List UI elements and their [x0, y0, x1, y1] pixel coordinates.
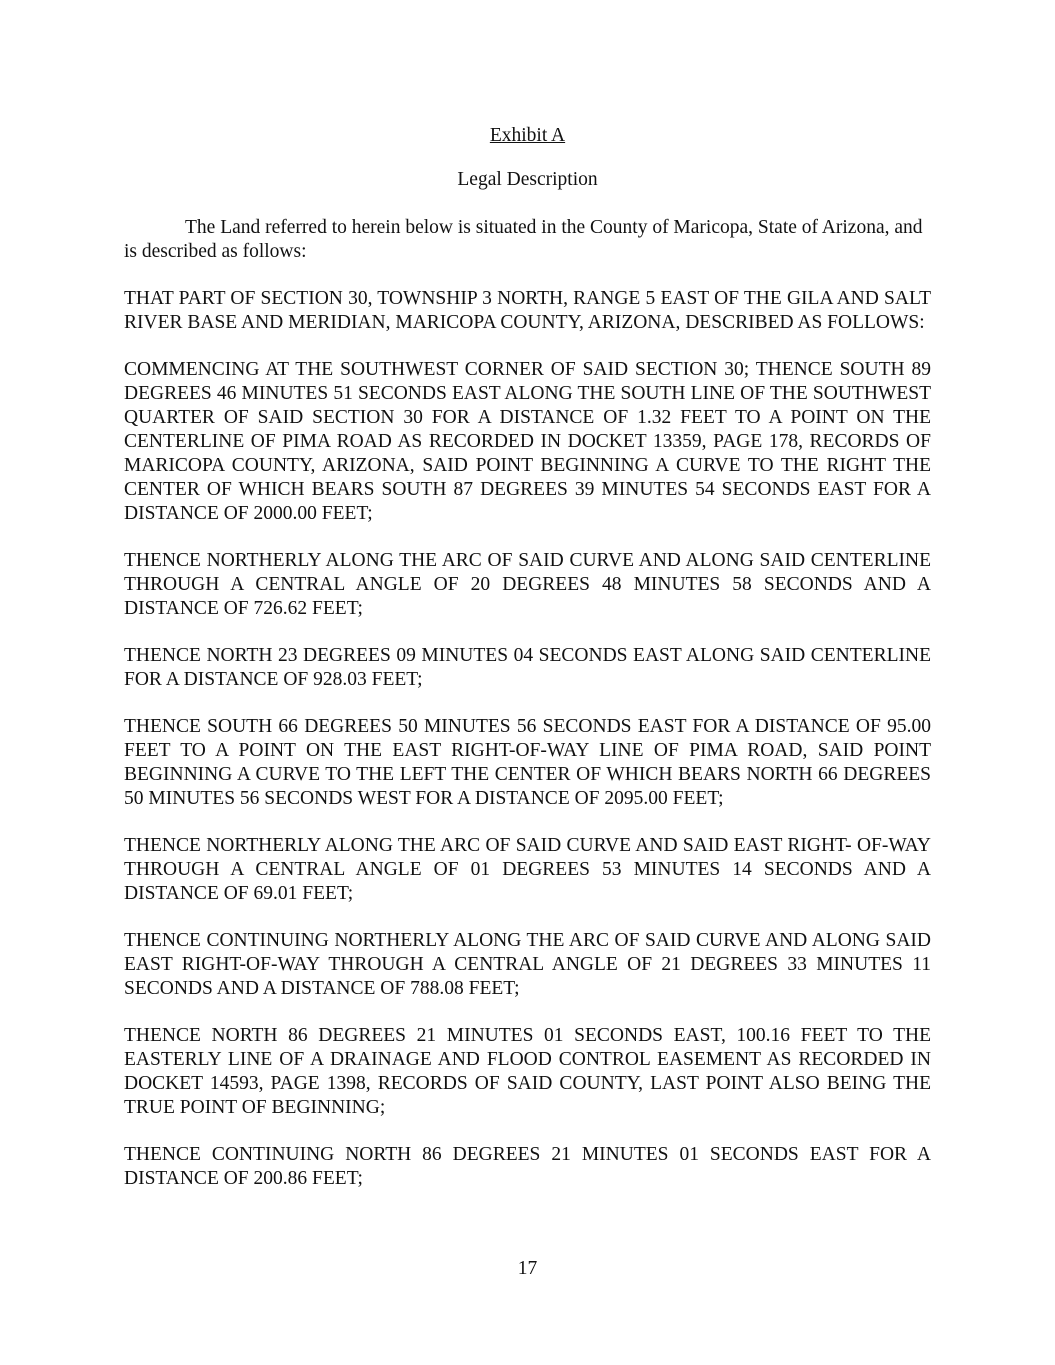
legal-paragraph: THENCE CONTINUING NORTHERLY ALONG THE ARC OF SAID CURVE AND ALONG SAID EAST RIGHT-OF-WAY THROUGH A CENTRAL ANGLE OF 21 DEGREES 33 MINUTES 11 SECONDS AND A DISTANCE OF 788.08 FEET; — [124, 930, 931, 999]
page-number: 17 — [517, 1258, 538, 1279]
page-title: Exhibit A — [489, 125, 566, 146]
document-body — [124, 124, 931, 1214]
legal-paragraph: THENCE NORTH 23 DEGREES 09 MINUTES 04 SECONDS EAST ALONG SAID CENTERLINE FOR A DISTANCE OF 928.03 FEET; — [124, 645, 931, 690]
legal-paragraph: THENCE SOUTH 66 DEGREES 50 MINUTES 56 SECONDS EAST FOR A DISTANCE OF 95.00 FEET TO A POINT ON THE EAST RIGHT-OF-WAY LINE OF PIMA ROAD, SAID POINT BEGINNING A CURVE TO THE LEFT THE CENTER OF WHICH BEARS NORTH 66 DEGREES 50 MINUTES 56 SECONDS WEST FOR A DISTANCE OF 2095.00 FEET; — [124, 716, 931, 809]
legal-paragraph: THENCE NORTH 86 DEGREES 21 MINUTES 01 SECONDS EAST, 100.16 FEET TO THE EASTERLY LINE OF A DRAINAGE AND FLOOD CONTROL EASEMENT AS RECORDED IN DOCKET 14593, PAGE 1398, RECORDS OF SAID COUNTY, LAST POINT ALSO BEING THE TRUE POINT OF BEGINNING; — [124, 1025, 931, 1118]
legal-paragraph: THENCE NORTHERLY ALONG THE ARC OF SAID CURVE AND SAID EAST RIGHT- OF-WAY THROUGH A CENTRAL ANGLE OF 01 DEGREES 53 MINUTES 14 SECONDS AND A DISTANCE OF 69.01 FEET; — [124, 835, 931, 904]
legal-paragraph: THAT PART OF SECTION 30, TOWNSHIP 3 NORTH, RANGE 5 EAST OF THE GILA AND SALT RIVER BASE AND MERIDIAN, MARICOPA COUNTY, ARIZONA, DESCRIBED AS FOLLOWS: — [124, 288, 931, 333]
legal-paragraph: THENCE NORTHERLY ALONG THE ARC OF SAID CURVE AND ALONG SAID CENTERLINE THROUGH A CENTRAL ANGLE OF 20 DEGREES 48 MINUTES 58 SECONDS AND A DISTANCE OF 726.62 FEET; — [124, 550, 931, 619]
legal-paragraph: THENCE CONTINUING NORTH 86 DEGREES 21 MINUTES 01 SECONDS EAST FOR A DISTANCE OF 200.86 FEET; — [124, 1144, 931, 1189]
page-subtitle: Legal Description — [457, 169, 598, 190]
legal-paragraph: COMMENCING AT THE SOUTHWEST CORNER OF SAID SECTION 30; THENCE SOUTH 89 DEGREES 46 MINUTES 51 SECONDS EAST ALONG THE SOUTH LINE OF THE SOUTHWEST QUARTER OF SAID SECTION 30 FOR A DISTANCE OF 1.32 FEET TO A POINT ON THE CENTERLINE OF PIMA ROAD AS RECORDED IN DOCKET 13359, PAGE 178, RECORDS OF MARICOPA COUNTY, ARIZONA, SAID POINT BEGINNING A CURVE TO THE RIGHT THE CENTER OF WHICH BEARS SOUTH 87 DEGREES 39 MINUTES 54 SECONDS EAST FOR A DISTANCE OF 2000.00 FEET; — [124, 359, 931, 524]
intro-paragraph: The Land referred to herein below is situated in the County of Maricopa, State of Arizona, and is described as follows: — [124, 217, 923, 262]
